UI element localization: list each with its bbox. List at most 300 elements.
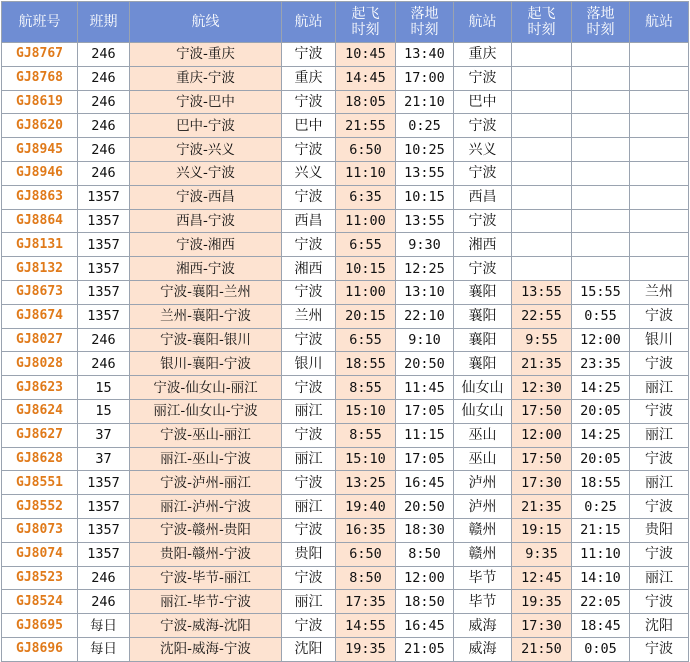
connect-arrive-time: 14:25 [572,423,630,447]
arrive-time: 20:50 [396,352,454,376]
schedule-days: 1357 [78,471,130,495]
connect-depart-time [512,43,572,67]
flight-number: GJ8552 [2,495,78,519]
origin-station: 沈阳 [282,637,336,661]
flight-number: GJ8619 [2,90,78,114]
header-text: 时刻 [410,22,439,38]
route: 宁波-毕节-丽江 [130,566,282,590]
arrive-time: 21:05 [396,637,454,661]
origin-station: 丽江 [282,447,336,471]
arrive-time: 13:55 [396,209,454,233]
final-station [630,185,689,209]
depart-time: 20:15 [336,304,396,328]
connect-depart-time: 9:35 [512,542,572,566]
origin-station: 丽江 [282,399,336,423]
final-station: 沈阳 [630,614,689,638]
arrive-time: 10:15 [396,185,454,209]
origin-station: 宁波 [282,471,336,495]
header-station-1 [282,2,336,43]
arrive-time: 17:05 [396,399,454,423]
header-text: 落地 [410,6,439,22]
table-row [2,185,689,209]
route: 宁波-湘西 [130,233,282,257]
schedule-days: 1357 [78,495,130,519]
flight-number: GJ8027 [2,328,78,352]
stop-station: 襄阳 [454,352,512,376]
origin-station: 宁波 [282,185,336,209]
final-station: 银川 [630,328,689,352]
header-station-3 [630,2,689,43]
connect-arrive-time [572,138,630,162]
table-row [2,566,689,590]
table-row [2,590,689,614]
schedule-days: 246 [78,66,130,90]
stop-station: 泸州 [454,495,512,519]
header-schedule-days [78,2,130,43]
arrive-time: 0:25 [396,114,454,138]
flight-number: GJ8946 [2,161,78,185]
route: 宁波-泸州-丽江 [130,471,282,495]
stop-station: 西昌 [454,185,512,209]
schedule-days: 37 [78,447,130,471]
table-body [2,43,689,662]
origin-station: 兴义 [282,161,336,185]
final-station: 贵阳 [630,518,689,542]
flight-number: GJ8132 [2,257,78,281]
final-station: 丽江 [630,423,689,447]
table-row [2,518,689,542]
flight-number: GJ8674 [2,304,78,328]
header-arrive-time-2 [572,2,630,43]
flight-number: GJ8131 [2,233,78,257]
table-row [2,447,689,471]
flight-schedule-table [1,1,689,662]
origin-station: 丽江 [282,495,336,519]
schedule-days: 1357 [78,185,130,209]
schedule-days: 1357 [78,257,130,281]
connect-arrive-time: 14:10 [572,566,630,590]
arrive-time: 9:10 [396,328,454,352]
origin-station: 宁波 [282,280,336,304]
stop-station: 襄阳 [454,304,512,328]
connect-arrive-time [572,257,630,281]
table-row [2,471,689,495]
depart-time: 6:55 [336,233,396,257]
final-station: 宁波 [630,542,689,566]
schedule-days: 每日 [78,637,130,661]
connect-depart-time [512,209,572,233]
depart-time: 6:35 [336,185,396,209]
schedule-days: 246 [78,90,130,114]
table-row [2,328,689,352]
header-depart-time-2 [512,2,572,43]
route: 丽江-毕节-宁波 [130,590,282,614]
stop-station: 宁波 [454,114,512,138]
stop-station: 巴中 [454,90,512,114]
arrive-time: 8:50 [396,542,454,566]
header-text: 起飞 [351,6,380,22]
depart-time: 8:50 [336,566,396,590]
stop-station: 宁波 [454,66,512,90]
final-station [630,161,689,185]
table-row [2,43,689,67]
stop-station: 襄阳 [454,280,512,304]
connect-arrive-time: 23:35 [572,352,630,376]
origin-station: 宁波 [282,90,336,114]
table-row [2,376,689,400]
schedule-days: 246 [78,352,130,376]
final-station [630,90,689,114]
flight-number: GJ8627 [2,423,78,447]
origin-station: 西昌 [282,209,336,233]
origin-station: 宁波 [282,614,336,638]
arrive-time: 10:25 [396,138,454,162]
connect-arrive-time [572,66,630,90]
stop-station: 湘西 [454,233,512,257]
flight-number: GJ8864 [2,209,78,233]
final-station [630,114,689,138]
origin-station: 巴中 [282,114,336,138]
route: 宁波-赣州-贵阳 [130,518,282,542]
table-row [2,304,689,328]
depart-time: 19:40 [336,495,396,519]
stop-station: 兴义 [454,138,512,162]
connect-depart-time [512,138,572,162]
connect-arrive-time [572,43,630,67]
stop-station: 襄阳 [454,328,512,352]
connect-arrive-time [572,233,630,257]
header-text: 航站 [645,14,673,30]
final-station: 宁波 [630,399,689,423]
schedule-days: 15 [78,399,130,423]
table-row [2,399,689,423]
depart-time: 18:05 [336,90,396,114]
depart-time: 8:55 [336,376,396,400]
connect-depart-time [512,90,572,114]
origin-station: 宁波 [282,518,336,542]
arrive-time: 21:10 [396,90,454,114]
stop-station: 重庆 [454,43,512,67]
final-station [630,43,689,67]
arrive-time: 20:50 [396,495,454,519]
stop-station: 赣州 [454,518,512,542]
origin-station: 宁波 [282,138,336,162]
origin-station: 兰州 [282,304,336,328]
connect-arrive-time [572,161,630,185]
connect-arrive-time: 0:05 [572,637,630,661]
table-row [2,614,689,638]
stop-station: 巫山 [454,447,512,471]
arrive-time: 17:00 [396,66,454,90]
connect-depart-time: 17:30 [512,471,572,495]
header-depart-time-1 [336,2,396,43]
origin-station: 湘西 [282,257,336,281]
connect-depart-time: 21:35 [512,495,572,519]
route: 宁波-襄阳-兰州 [130,280,282,304]
schedule-days: 246 [78,138,130,162]
flight-number: GJ8620 [2,114,78,138]
depart-time: 6:55 [336,328,396,352]
stop-station: 仙女山 [454,399,512,423]
flight-number: GJ8551 [2,471,78,495]
arrive-time: 13:10 [396,280,454,304]
stop-station: 威海 [454,614,512,638]
connect-depart-time: 17:30 [512,614,572,638]
connect-depart-time: 9:55 [512,328,572,352]
schedule-days: 1357 [78,304,130,328]
stop-station: 毕节 [454,566,512,590]
final-station [630,138,689,162]
flight-number: GJ8863 [2,185,78,209]
flight-number: GJ8768 [2,66,78,90]
header-text: 时刻 [586,22,615,38]
final-station: 丽江 [630,376,689,400]
table-row [2,352,689,376]
flight-number: GJ8673 [2,280,78,304]
table-row [2,423,689,447]
depart-time: 10:45 [336,43,396,67]
stop-station: 巫山 [454,423,512,447]
final-station: 宁波 [630,590,689,614]
connect-depart-time [512,114,572,138]
flight-number: GJ8028 [2,352,78,376]
connect-arrive-time: 0:25 [572,495,630,519]
depart-time: 6:50 [336,542,396,566]
depart-time: 6:50 [336,138,396,162]
connect-arrive-time [572,185,630,209]
connect-depart-time: 17:50 [512,399,572,423]
final-station [630,257,689,281]
depart-time: 11:00 [336,209,396,233]
origin-station: 宁波 [282,233,336,257]
flight-number: GJ8628 [2,447,78,471]
connect-arrive-time: 18:45 [572,614,630,638]
route: 沈阳-威海-宁波 [130,637,282,661]
connect-depart-time: 19:35 [512,590,572,614]
flight-number: GJ8624 [2,399,78,423]
arrive-time: 16:45 [396,614,454,638]
header-text: 航班号 [18,14,61,30]
connect-depart-time: 21:50 [512,637,572,661]
stop-station: 仙女山 [454,376,512,400]
connect-arrive-time: 21:15 [572,518,630,542]
depart-time: 10:15 [336,257,396,281]
table-row [2,257,689,281]
arrive-time: 13:55 [396,161,454,185]
stop-station: 赣州 [454,542,512,566]
route: 丽江-巫山-宁波 [130,447,282,471]
connect-depart-time: 17:50 [512,447,572,471]
final-station: 宁波 [630,637,689,661]
final-station: 丽江 [630,566,689,590]
header-route [130,2,282,43]
final-station: 宁波 [630,495,689,519]
route: 贵阳-赣州-宁波 [130,542,282,566]
depart-time: 14:45 [336,66,396,90]
header-arrive-time-1 [396,2,454,43]
table-row [2,90,689,114]
schedule-days: 每日 [78,614,130,638]
table-row [2,66,689,90]
connect-depart-time: 19:15 [512,518,572,542]
route: 宁波-巴中 [130,90,282,114]
stop-station: 宁波 [454,209,512,233]
final-station: 宁波 [630,447,689,471]
connect-depart-time: 12:30 [512,376,572,400]
route: 宁波-巫山-丽江 [130,423,282,447]
schedule-days: 246 [78,114,130,138]
header-text: 班期 [89,14,118,30]
origin-station: 宁波 [282,376,336,400]
arrive-time: 18:50 [396,590,454,614]
depart-time: 11:10 [336,161,396,185]
connect-depart-time: 13:55 [512,280,572,304]
table-row [2,114,689,138]
final-station: 兰州 [630,280,689,304]
connect-arrive-time: 11:10 [572,542,630,566]
connect-arrive-time [572,114,630,138]
connect-arrive-time: 18:55 [572,471,630,495]
connect-arrive-time: 20:05 [572,399,630,423]
final-station: 丽江 [630,471,689,495]
depart-time: 8:55 [336,423,396,447]
depart-time: 15:10 [336,447,396,471]
connect-depart-time: 22:55 [512,304,572,328]
connect-depart-time [512,161,572,185]
header-text: 落地 [586,6,615,22]
flight-number: GJ8767 [2,43,78,67]
arrive-time: 16:45 [396,471,454,495]
stop-station: 毕节 [454,590,512,614]
route: 宁波-仙女山-丽江 [130,376,282,400]
connect-arrive-time [572,90,630,114]
final-station [630,66,689,90]
connect-depart-time: 12:00 [512,423,572,447]
header-text: 航线 [191,14,220,30]
table-row [2,495,689,519]
arrive-time: 18:30 [396,518,454,542]
arrive-time: 17:05 [396,447,454,471]
route: 巴中-宁波 [130,114,282,138]
connect-arrive-time: 14:25 [572,376,630,400]
stop-station: 宁波 [454,257,512,281]
table-row [2,280,689,304]
arrive-time: 9:30 [396,233,454,257]
origin-station: 宁波 [282,328,336,352]
route: 宁波-兴义 [130,138,282,162]
connect-depart-time: 21:35 [512,352,572,376]
schedule-days: 37 [78,423,130,447]
header-text: 航站 [294,14,323,30]
flight-number: GJ8945 [2,138,78,162]
route: 重庆-宁波 [130,66,282,90]
schedule-days: 1357 [78,542,130,566]
depart-time: 13:25 [336,471,396,495]
schedule-days: 246 [78,566,130,590]
connect-depart-time [512,233,572,257]
route: 湘西-宁波 [130,257,282,281]
schedule-days: 246 [78,43,130,67]
final-station: 宁波 [630,352,689,376]
stop-station: 威海 [454,637,512,661]
arrive-time: 12:25 [396,257,454,281]
schedule-days: 246 [78,328,130,352]
route: 宁波-襄阳-银川 [130,328,282,352]
connect-arrive-time: 0:55 [572,304,630,328]
route: 宁波-重庆 [130,43,282,67]
depart-time: 19:35 [336,637,396,661]
schedule-days: 1357 [78,280,130,304]
route: 兴义-宁波 [130,161,282,185]
flight-number: GJ8623 [2,376,78,400]
arrive-time: 22:10 [396,304,454,328]
flight-number: GJ8696 [2,637,78,661]
final-station [630,233,689,257]
route: 西昌-宁波 [130,209,282,233]
origin-station: 宁波 [282,423,336,447]
connect-arrive-time: 22:05 [572,590,630,614]
origin-station: 宁波 [282,566,336,590]
schedule-days: 15 [78,376,130,400]
table-row [2,209,689,233]
header-text: 航站 [468,14,497,30]
schedule-days: 1357 [78,233,130,257]
arrive-time: 12:00 [396,566,454,590]
connect-depart-time [512,257,572,281]
schedule-days: 246 [78,590,130,614]
arrive-time: 11:45 [396,376,454,400]
stop-station: 宁波 [454,161,512,185]
schedule-days: 246 [78,161,130,185]
route: 丽江-泸州-宁波 [130,495,282,519]
flight-number: GJ8074 [2,542,78,566]
schedule-days: 1357 [78,209,130,233]
route: 宁波-西昌 [130,185,282,209]
connect-depart-time: 12:45 [512,566,572,590]
table-row [2,138,689,162]
connect-arrive-time [572,209,630,233]
origin-station: 重庆 [282,66,336,90]
arrive-time: 13:40 [396,43,454,67]
origin-station: 贵阳 [282,542,336,566]
header-text: 起飞 [527,6,556,22]
depart-time: 15:10 [336,399,396,423]
depart-time: 21:55 [336,114,396,138]
arrive-time: 11:15 [396,423,454,447]
origin-station: 丽江 [282,590,336,614]
final-station [630,209,689,233]
connect-arrive-time: 12:00 [572,328,630,352]
origin-station: 宁波 [282,43,336,67]
route: 兰州-襄阳-宁波 [130,304,282,328]
route: 银川-襄阳-宁波 [130,352,282,376]
route: 丽江-仙女山-宁波 [130,399,282,423]
flight-number: GJ8524 [2,590,78,614]
depart-time: 17:35 [336,590,396,614]
table-header-row [2,2,689,43]
schedule-days: 1357 [78,518,130,542]
depart-time: 11:00 [336,280,396,304]
flight-number: GJ8073 [2,518,78,542]
connect-arrive-time: 20:05 [572,447,630,471]
table-row [2,542,689,566]
header-flight-no [2,2,78,43]
connect-depart-time [512,66,572,90]
flight-number: GJ8523 [2,566,78,590]
table-row [2,161,689,185]
final-station: 宁波 [630,304,689,328]
depart-time: 14:55 [336,614,396,638]
